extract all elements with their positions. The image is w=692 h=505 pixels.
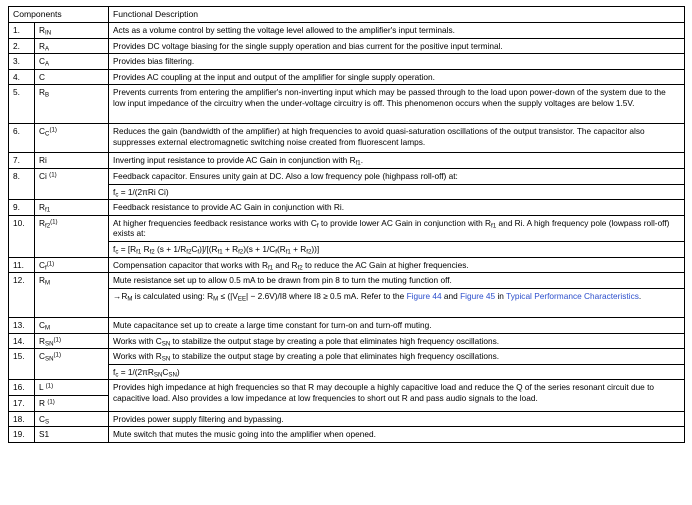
table-row	[9, 69, 685, 85]
formula-rf2: $f_c = [R_{f1}$ $R_{f2}$ $(s + 1/R_{f2}C_f)]/[(R_{f1} + R_{f2})(s + 1/C_f(R_{f1} + R_{f2}))]$	[109, 242, 685, 258]
component-subscript: B	[45, 91, 50, 99]
row-number: 11.	[9, 257, 35, 273]
functional-description: Feedback capacitor. Ensures unity gain at DC. Also a low frequency pole (highpass roll-off) at:	[109, 169, 685, 185]
component-label	[35, 69, 109, 85]
footnote-marker: (1)	[49, 171, 57, 179]
row-number: 8.	[9, 169, 35, 200]
row-number: 6.	[9, 124, 35, 153]
table-row	[9, 200, 685, 216]
row-number: 7.	[9, 153, 35, 169]
functional-description: Provides DC voltage biasing for the single supply operation and bias current for the positive input terminal.	[109, 38, 685, 54]
description-text-pre: Inverting input resistance to provide AC Gain in conjunction with R	[113, 155, 356, 166]
footnote-marker: (1)	[45, 382, 54, 390]
component-label	[35, 153, 109, 169]
functional-description: Compensation capacitor that works with $R_{f1}$ and $R_{f2}$ to reduce the AC Gain at higher frequencies.	[109, 257, 685, 273]
functional-description: Mute resistance set up to allow 0.5 mA to be drawn from pin 8 to turn the muting function off.	[109, 273, 685, 289]
footnote-marker: (1)	[50, 218, 58, 226]
table-row	[9, 273, 685, 289]
row-number: 12.	[9, 273, 35, 318]
component-subscript: f2	[45, 222, 51, 230]
component-subscript: A	[45, 44, 50, 52]
table-header	[9, 7, 685, 23]
row-number: 16.	[9, 380, 35, 396]
component-base: C	[39, 351, 45, 362]
table-row	[9, 124, 685, 153]
link-figure-44[interactable]: Figure 44	[406, 290, 442, 301]
row-number: 2.	[9, 38, 35, 54]
component-base: C	[39, 126, 45, 137]
row-number: 14.	[9, 333, 35, 349]
table-row	[9, 169, 685, 185]
component-label	[35, 317, 109, 333]
footnote-marker: (1)	[49, 126, 57, 134]
description-subscript: f1	[355, 159, 361, 167]
link-join-text: and	[441, 290, 461, 301]
component-label	[35, 200, 109, 216]
component-base: C	[39, 413, 45, 424]
table-row	[9, 411, 685, 427]
component-base: R	[39, 217, 45, 228]
component-label	[35, 169, 109, 200]
table-row	[9, 427, 685, 443]
table-row	[9, 257, 685, 273]
table-row-formula	[9, 184, 685, 200]
formula-snubber: $f_c = 1/(2\pi R_{SN}C_{SN})$	[109, 364, 685, 380]
description-text-post: .	[360, 155, 364, 166]
component-label	[35, 124, 109, 153]
component-base: R	[39, 25, 45, 35]
component-base: Ri	[39, 155, 47, 166]
component-subscript: A	[45, 60, 50, 68]
functional-description: Provides high impedance at high frequencies so that R may decouple a highly capacitive load and reduce the Q of the series resonant circuit due to capacitive load. Also provides a low impedance at low frequencies to short out R and pass audio signals to the load.	[109, 380, 685, 411]
table-row-formula	[9, 242, 685, 258]
component-subscript: M	[45, 279, 51, 287]
functional-description: At higher frequencies feedback resistance works with $C_f$ to provide lower AC Gain in conjunction with $R_{f1}$ and Ri. A high frequency pole (lowpass roll-off) exists at:	[109, 215, 685, 241]
functional-description: Provides AC coupling at the input and output of the amplifier for single supply operation.	[109, 69, 685, 85]
component-label	[35, 395, 109, 411]
component-subscript: f	[45, 264, 47, 272]
component-label	[35, 411, 109, 427]
row-number: 9.	[9, 200, 35, 216]
footnote-marker: (1)	[53, 335, 62, 343]
component-base: R	[39, 335, 45, 346]
link-typical-performance-characteristics[interactable]: Typical Performance Characteristics	[506, 290, 639, 301]
component-base: R	[39, 397, 45, 408]
row-number: 13.	[9, 317, 35, 333]
functional-description: Prevents currents from entering the amplifier's non-inverting input which may be passed through to the load upon power-down of the system due to the low input impedance of the circuitry when the under-voltage circuitry is off. This phenomenon occurs when the supply voltages are below 1.5V.	[109, 85, 685, 124]
component-subscript: SN	[45, 355, 54, 363]
table-row	[9, 317, 685, 333]
functional-description: Provides bias filtering.	[109, 54, 685, 70]
row-number: 15.	[9, 349, 35, 380]
component-subscript: IN	[45, 29, 52, 37]
table-row-formula	[9, 364, 685, 380]
functional-description: Mute capacitance set up to create a large time constant for turn-on and turn-off muting.	[109, 317, 685, 333]
footnote-marker: (1)	[53, 351, 62, 359]
component-base: S1	[39, 429, 50, 440]
component-base: C	[39, 259, 45, 270]
table-row	[9, 23, 685, 39]
table-row	[9, 380, 685, 396]
functional-description: Reduces the gain (bandwidth of the amplifier) at high frequencies to avoid quasi-saturation oscillations of the output transistor. The capacitor also suppresses external electromagnetic switching noise created from fluorescent lamps.	[109, 124, 685, 153]
component-subscript: C	[45, 130, 50, 138]
row-number: 10.	[9, 215, 35, 257]
component-label	[35, 349, 109, 380]
component-description-table	[8, 6, 685, 443]
footnote-marker: (1)	[46, 260, 55, 268]
component-label	[35, 273, 109, 318]
row-number: 5.	[9, 85, 35, 124]
table-header-row	[9, 7, 685, 23]
component-label	[35, 85, 109, 124]
functional-description	[109, 349, 685, 365]
formula-rm: $\to R_M$ is calculated using: $R_M \le (|V_{EE}| - 2.6V)/I8$ where I8 ≥ 0.5 mA. Refer to the Figure 44 and Figure 45 in Typical Performance Characteristics.	[109, 288, 685, 317]
link-figure-45[interactable]: Figure 45	[460, 290, 496, 301]
description-text-pre: Works with C	[113, 335, 162, 346]
description-text-post: to stabilize the output stage by creating a pole that eliminates high frequency oscillations.	[170, 351, 500, 362]
component-base: R	[39, 87, 45, 98]
component-base: C	[39, 319, 45, 330]
component-subscript: SN	[45, 339, 54, 347]
component-base: R	[39, 275, 45, 286]
row-number: 19.	[9, 427, 35, 443]
functional-description: Provides power supply filtering and bypassing.	[109, 411, 685, 427]
component-base: R	[39, 202, 45, 213]
table-row	[9, 38, 685, 54]
component-label	[35, 333, 109, 349]
footnote-marker: (1)	[47, 398, 55, 406]
table-row	[9, 215, 685, 241]
description-subscript: SN	[161, 355, 171, 363]
column-header-components: Components	[9, 7, 109, 23]
table-row	[9, 153, 685, 169]
description-text-pre: Works with R	[113, 351, 162, 362]
component-label	[35, 215, 109, 257]
table-row	[9, 333, 685, 349]
functional-description: Feedback resistance to provide AC Gain in conjunction with Ri.	[109, 200, 685, 216]
component-label	[35, 38, 109, 54]
table-row	[9, 349, 685, 365]
formula-end-text: .	[638, 290, 642, 301]
component-label	[35, 23, 109, 39]
component-subscript: M	[45, 324, 51, 332]
row-number: 4.	[9, 69, 35, 85]
component-base: R	[39, 40, 45, 51]
row-number: 17.	[9, 395, 35, 411]
table-row	[9, 85, 685, 124]
component-base: Ci	[39, 171, 47, 182]
component-subscript: f1	[45, 206, 51, 214]
row-number: 1.	[9, 23, 35, 39]
component-label	[35, 257, 109, 273]
component-label	[35, 427, 109, 443]
functional-description: Acts as a volume control by setting the voltage level allowed to the amplifier's input terminals.	[109, 23, 685, 39]
table-row-formula	[9, 288, 685, 317]
column-header-description: Functional Description	[109, 7, 685, 23]
component-base: C	[39, 56, 45, 67]
row-number: 3.	[9, 54, 35, 70]
formula-ci: $f_c = 1/(2\pi Ri$ Ci)	[109, 184, 685, 200]
table-body	[9, 23, 685, 443]
component-subscript: S	[45, 417, 50, 425]
component-base: C	[39, 71, 45, 82]
description-subscript: SN	[161, 339, 171, 347]
functional-description: Mute switch that mutes the music going into the amplifier when opened.	[109, 427, 685, 443]
description-text-post: to stabilize the output stage by creating a pole that eliminates high frequency oscillations.	[170, 335, 500, 346]
component-label	[35, 54, 109, 70]
link-in-text: in	[495, 290, 507, 301]
functional-description	[109, 153, 685, 169]
component-base: L	[39, 382, 44, 393]
table-row	[9, 54, 685, 70]
component-label	[35, 380, 109, 396]
row-number: 18.	[9, 411, 35, 427]
functional-description	[109, 333, 685, 349]
